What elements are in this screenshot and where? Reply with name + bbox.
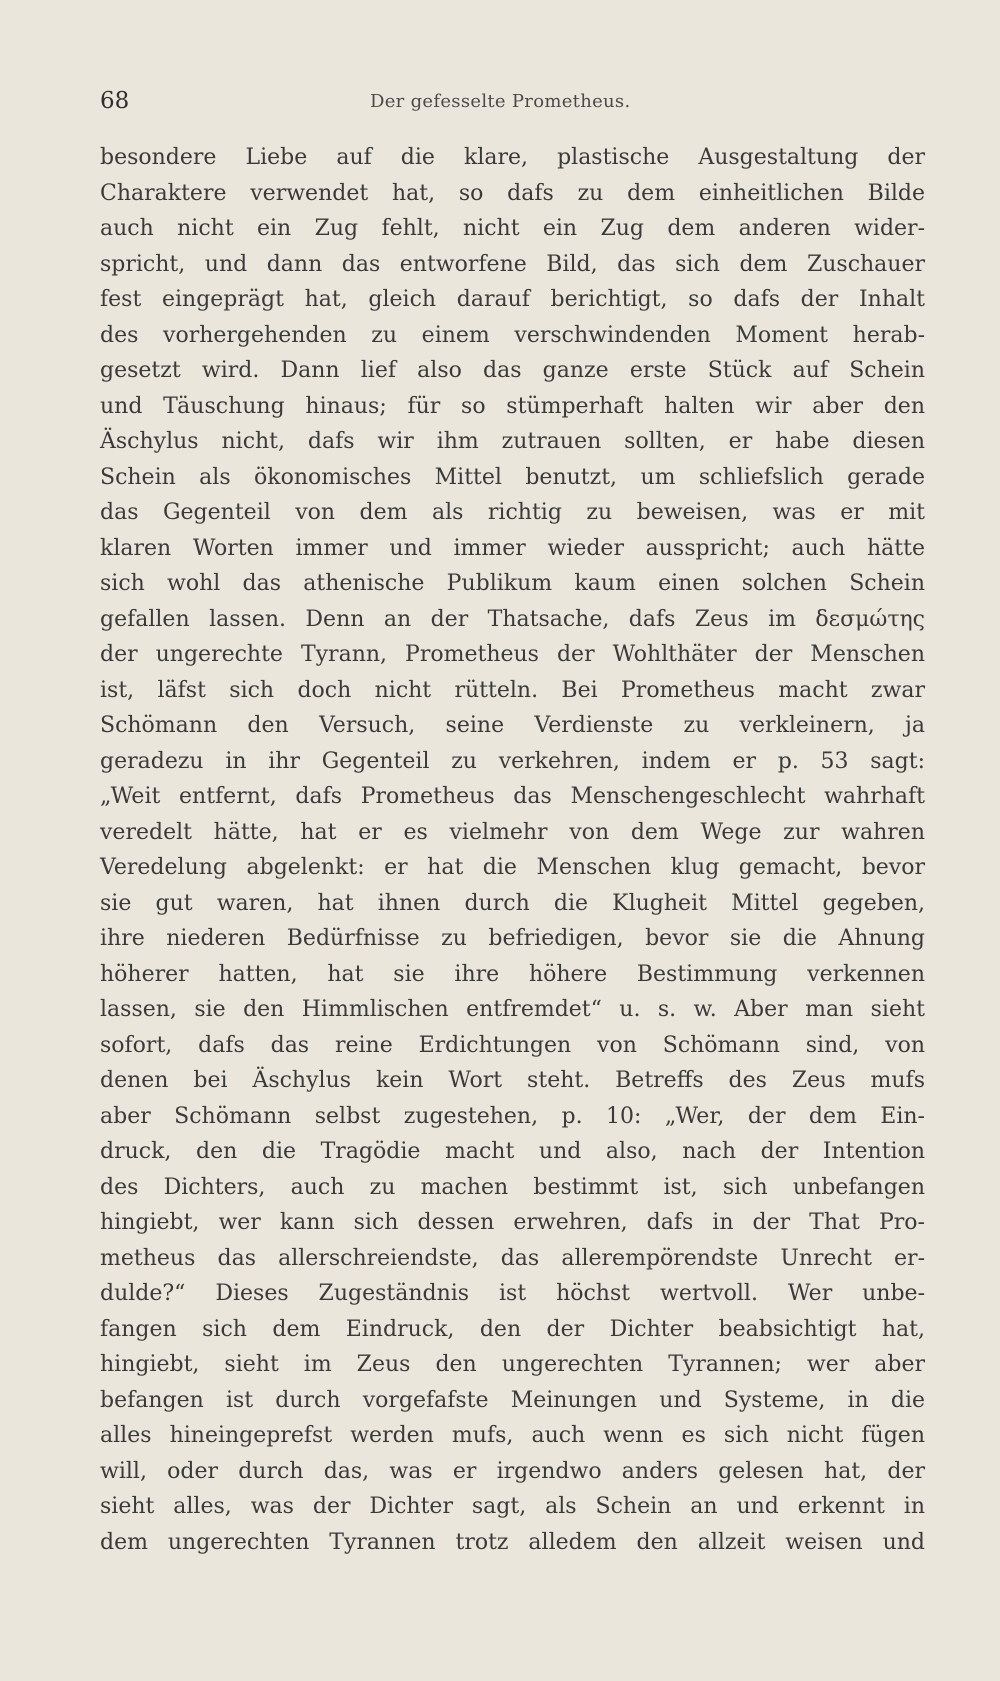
text-line: geradezu in ihr Gegenteil zu verkehren, indem er p. 53 sagt: — [100, 748, 925, 774]
text-line: dulde?“ Dieses Zugeständnis ist höchst wertvoll. Wer unbe- — [100, 1281, 925, 1306]
text-line: befangen ist durch vorgefafste Meinungen und Systeme, in die — [100, 1387, 925, 1413]
text-line: Schömann den Versuch, seine Verdienste zu verkleinern, ja — [100, 713, 925, 738]
text-line: ihre niederen Bedürfnisse zu befriedigen, bevor sie die Ahnung — [100, 926, 925, 951]
text-line: gefallen lassen. Denn an der Thatsache, dafs Zeus im δεσμώτης — [100, 606, 925, 632]
text-line: höherer hatten, hat sie ihre höhere Bestimmung verkennen — [100, 961, 925, 987]
text-line: hingiebt, sieht im Zeus den ungerechten Tyrannen; wer aber — [100, 1352, 925, 1377]
text-line: Veredelung abgelenkt: er hat die Menschen klug gemacht, bevor — [100, 855, 925, 880]
text-line: sich wohl das athenische Publikum kaum einen solchen Schein — [100, 571, 925, 596]
text-line: fest eingeprägt hat, gleich darauf berichtigt, so dafs der Inhalt — [100, 287, 925, 312]
text-line: alles hineingeprefst werden mufs, auch wenn es sich nicht fügen — [100, 1423, 925, 1448]
text-line: sieht alles, was der Dichter sagt, als Schein an und erkennt in — [100, 1494, 925, 1519]
text-line: hingiebt, wer kann sich dessen erwehren, dafs in der That Pro- — [100, 1210, 925, 1235]
text-line: besondere Liebe auf die klare, plastische Ausgestaltung der — [100, 145, 925, 170]
text-line: Schein als ökonomisches Mittel benutzt, um schliefslich gerade — [100, 464, 925, 490]
page-header — [100, 88, 925, 118]
text-line: spricht, und dann das entworfene Bild, das sich dem Zuschauer — [100, 251, 925, 277]
text-line: der ungerechte Tyrann, Prometheus der Wohlthäter der Menschen — [100, 642, 925, 667]
text-line: klaren Worten immer und immer wieder ausspricht; auch hätte — [100, 535, 925, 561]
text-line: druck, den die Tragödie macht und also, nach der Intention — [100, 1139, 925, 1164]
text-line: veredelt hätte, hat er es vielmehr von dem Wege zur wahren — [100, 819, 925, 845]
text-line: aber Schömann selbst zugestehen, p. 10: „Wer, der dem Ein- — [100, 1103, 925, 1129]
text-line: gesetzt wird. Dann lief also das ganze erste Stück auf Schein — [100, 358, 925, 383]
text-line: sofort, dafs das reine Erdichtungen von Schömann sind, von — [100, 1032, 925, 1058]
text-line: „Weit entfernt, dafs Prometheus das Menschengeschlecht wahrhaft — [100, 784, 925, 809]
text-line: lassen, sie den Himmlischen entfremdet“ u. s. w. Aber man sieht — [100, 997, 925, 1022]
running-head: Der gefesselte Prometheus. — [370, 91, 631, 112]
text-line: will, oder durch das, was er irgendwo anders gelesen hat, der — [100, 1458, 925, 1484]
text-line: Charaktere verwendet hat, so dafs zu dem einheitlichen Bilde — [100, 180, 925, 206]
text-line: ist, läfst sich doch nicht rütteln. Bei Prometheus macht zwar — [100, 677, 925, 703]
text-line: Äschylus nicht, dafs wir ihm zutrauen sollten, er habe diesen — [100, 429, 925, 454]
text-line: sie gut waren, hat ihnen durch die Klugheit Mittel gegeben, — [100, 890, 925, 916]
text-line: des Dichters, auch zu machen bestimmt ist, sich unbefangen — [100, 1174, 925, 1200]
page-number: 68 — [100, 88, 130, 114]
body-text — [100, 140, 925, 1560]
text-line: metheus das allerschreiendste, das allerempörendste Unrecht er- — [100, 1245, 925, 1271]
text-line: dem ungerechten Tyrannen trotz alledem den allzeit weisen und — [100, 1529, 925, 1555]
text-line: auch nicht ein Zug fehlt, nicht ein Zug dem anderen wider- — [100, 216, 925, 241]
text-line: denen bei Äschylus kein Wort steht. Betreffs des Zeus mufs — [100, 1068, 925, 1093]
text-line: und Täuschung hinaus; für so stümperhaft halten wir aber den — [100, 393, 925, 419]
text-line: das Gegenteil von dem als richtig zu beweisen, was er mit — [100, 500, 925, 525]
text-line: des vorhergehenden zu einem verschwindenden Moment herab- — [100, 322, 925, 348]
text-line: fangen sich dem Eindruck, den der Dichter beabsichtigt hat, — [100, 1316, 925, 1342]
